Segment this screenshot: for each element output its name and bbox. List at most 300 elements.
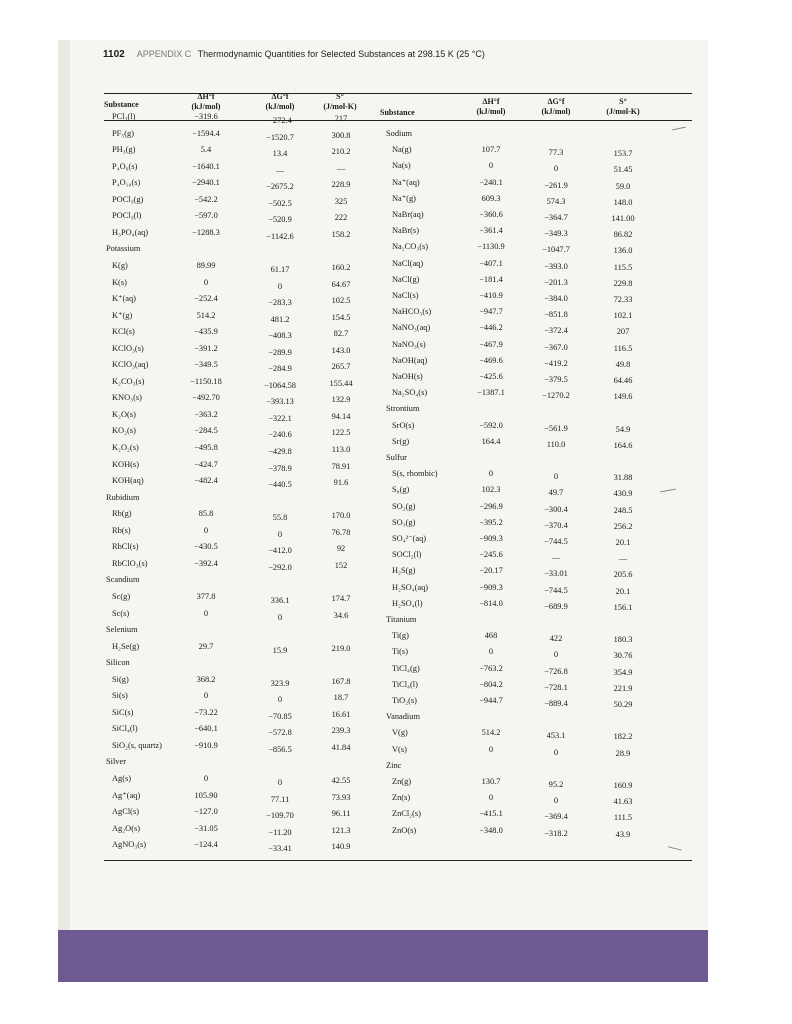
entropy-value: 121.3 [331, 825, 351, 835]
element-group-heading: Scandium [106, 575, 140, 585]
substance-name: NaBr(aq) [392, 210, 424, 219]
entropy-value: 430.9 [613, 489, 633, 499]
entropy-value: 54.9 [615, 424, 631, 434]
substance-name: SO₂(g) [392, 501, 416, 511]
enthalpy-value: −348.0 [479, 825, 503, 835]
enthalpy-value: −181.4 [479, 274, 503, 284]
enthalpy-value: −363.2 [194, 409, 218, 419]
entropy-value: 30.76 [613, 651, 633, 661]
substance-name: SOCl₂(l) [392, 550, 422, 560]
element-group-heading: Vanadium [386, 712, 420, 722]
entropy-value: 82.7 [333, 329, 349, 339]
substance-name: P₄O₆(s) [112, 161, 138, 171]
entropy-value: 64.67 [331, 279, 351, 289]
enthalpy-value: −284.5 [194, 426, 218, 436]
substance-name: Na(s) [392, 161, 411, 171]
gibbs-value: −240.6 [268, 430, 292, 440]
substance-name: Rb(g) [112, 509, 132, 519]
substance-name: KClO₃(aq) [112, 360, 149, 370]
col-dh-right: ΔH°f (kJ/mol) [476, 97, 506, 116]
element-group-heading: Titanium [386, 615, 417, 624]
substance-name: H₂Se(g) [112, 641, 140, 651]
col-dh-left: ΔH°f (kJ/mol) [191, 92, 221, 111]
entropy-value: 49.8 [615, 359, 631, 369]
substance-name: NaNO₃(aq) [392, 323, 431, 333]
entropy-value: 153.7 [613, 149, 633, 159]
gibbs-value: −378.9 [268, 463, 292, 473]
substance-name: RbClO₃(s) [112, 558, 148, 568]
enthalpy-value: 0 [488, 744, 494, 754]
gibbs-value: — [275, 165, 285, 175]
substance-name: SiC(s) [112, 707, 134, 717]
entropy-value: 115.5 [613, 262, 633, 272]
substance-name: H₃PO₄(aq) [112, 227, 149, 237]
entropy-value: 41.84 [331, 742, 351, 752]
enthalpy-value: 0 [203, 608, 209, 618]
enthalpy-value: −804.2 [479, 679, 503, 689]
substance-name: TiCl₄(l) [392, 679, 418, 689]
page-number: 1102 [103, 49, 125, 60]
substance-name: KCl(s) [112, 327, 135, 337]
gibbs-value: 0 [553, 472, 559, 482]
entropy-value: 96.11 [331, 809, 351, 819]
entropy-value: 160.2 [331, 262, 351, 272]
element-group-heading: Sodium [386, 129, 413, 138]
enthalpy-value: −909.3 [479, 534, 503, 543]
substance-name: H₂SO₄(l) [392, 598, 423, 608]
gibbs-value: −889.4 [544, 699, 568, 708]
substance-name: V(s) [392, 744, 407, 754]
enthalpy-value: −947.7 [479, 307, 503, 317]
gibbs-value: −369.4 [544, 812, 568, 822]
enthalpy-value: 85.8 [198, 509, 214, 519]
gibbs-value: 453.1 [546, 731, 566, 741]
enthalpy-value: −127.0 [194, 807, 218, 817]
gibbs-value: −364.7 [544, 213, 568, 222]
enthalpy-value: 0 [203, 774, 209, 783]
gibbs-value: — [551, 553, 561, 563]
substance-name: Sc(g) [112, 591, 131, 601]
gibbs-value: 77.11 [270, 794, 290, 804]
enthalpy-value: 0 [488, 469, 494, 479]
enthalpy-value: −407.1 [479, 258, 503, 268]
entropy-value: 76.78 [331, 527, 351, 537]
entropy-value: 228.9 [331, 180, 351, 190]
gibbs-value: 0 [553, 747, 559, 757]
enthalpy-value: 514.2 [481, 728, 501, 738]
gibbs-value: −11.20 [268, 827, 292, 837]
entropy-value: 182.2 [613, 732, 633, 742]
element-group-heading: Silicon [106, 658, 130, 668]
substance-name: NaHCO₃(s) [392, 307, 432, 317]
enthalpy-value: −909.3 [479, 582, 503, 592]
entropy-value: 132.9 [331, 395, 351, 405]
enthalpy-value: 0 [203, 277, 209, 287]
substance-name: AgNO₃(s) [112, 840, 147, 850]
enthalpy-value: −640.1 [194, 724, 218, 734]
entropy-value: 41.63 [613, 797, 633, 807]
entropy-value: 18.7 [333, 693, 349, 703]
substance-name: NaNO₃(s) [392, 339, 426, 349]
substance-name: KClO₃(s) [112, 343, 144, 353]
enthalpy-value: −495.8 [194, 443, 218, 452]
substance-name: ZnO(s) [392, 825, 417, 835]
entropy-value: 170.0 [331, 511, 351, 521]
gibbs-value: −33.01 [544, 569, 568, 579]
substance-name: S(s, rhombic) [392, 469, 438, 479]
entropy-value: 180.3 [613, 635, 633, 645]
enthalpy-value: −424.7 [194, 459, 218, 469]
gibbs-value: −689.9 [544, 601, 568, 611]
substance-name: H₂S(g) [392, 566, 416, 576]
enthalpy-value: −542.2 [194, 194, 218, 204]
enthalpy-value: −319.6 [194, 112, 218, 121]
gibbs-value: −851.8 [544, 310, 568, 320]
substance-name: Sr(g) [392, 436, 410, 446]
substance-name: KO₂(s) [112, 426, 136, 436]
enthalpy-value: −597.0 [194, 211, 218, 221]
entropy-value: 59.0 [615, 181, 631, 191]
substance-name: Na₂SO₄(s) [392, 388, 428, 398]
entropy-value: 64.46 [613, 376, 633, 385]
entropy-value: 141.00 [611, 214, 635, 223]
entropy-value: 205.6 [613, 570, 633, 580]
enthalpy-value: −1640.1 [192, 161, 220, 171]
gibbs-value: 0 [553, 796, 559, 806]
gibbs-value: −1064.58 [264, 380, 296, 390]
enthalpy-value: −592.0 [479, 420, 503, 430]
enthalpy-value: −944.7 [479, 696, 503, 705]
entropy-value: 34.6 [333, 610, 349, 620]
substance-name: KOH(s) [112, 459, 139, 469]
gibbs-value: −412.0 [268, 546, 292, 556]
gibbs-value: −318.2 [544, 828, 568, 838]
entropy-value: 136.0 [613, 246, 633, 256]
gibbs-value: 15.9 [272, 645, 288, 655]
gibbs-value: 0 [277, 612, 283, 622]
enthalpy-value: −435.9 [194, 327, 218, 337]
entropy-value: 221.9 [613, 683, 633, 693]
enthalpy-value: −296.9 [479, 501, 503, 511]
substance-name: KOH(aq) [112, 476, 144, 486]
gibbs-value: 336.1 [270, 595, 290, 605]
enthalpy-value: 164.4 [481, 436, 501, 446]
gibbs-value: 0 [553, 650, 559, 660]
entropy-value: 167.8 [331, 676, 351, 686]
substance-name: K⁺(g) [112, 310, 133, 320]
entropy-value: 20.1 [615, 538, 631, 547]
element-group-heading: Zinc [386, 760, 402, 770]
enthalpy-value: 0 [488, 161, 494, 171]
appendix-label: APPENDIX C [136, 49, 192, 59]
entropy-value: 116.5 [613, 343, 633, 353]
enthalpy-value: −20.17 [479, 566, 503, 576]
entropy-value: 111.5 [613, 813, 633, 823]
enthalpy-value: 29.7 [198, 641, 214, 651]
gibbs-value: −284.9 [268, 364, 292, 374]
enthalpy-value: −124.4 [194, 840, 218, 850]
enthalpy-value: −245.6 [479, 550, 503, 560]
entropy-value: 148.0 [613, 197, 633, 207]
gibbs-value: −292.0 [268, 562, 292, 572]
substance-name: PF₅(g) [112, 128, 135, 138]
gibbs-value: 110.0 [546, 439, 566, 449]
enthalpy-value: −1594.4 [192, 128, 220, 138]
element-group-heading: Rubidium [106, 492, 140, 502]
entropy-value: 207 [616, 327, 630, 337]
substance-name: NaBr(s) [392, 226, 419, 236]
enthalpy-value: −1288.3 [192, 227, 220, 237]
col-s-left: S° (J/mol-K) [323, 92, 357, 111]
enthalpy-value: −2940.1 [192, 178, 220, 188]
gibbs-value: −201.3 [544, 277, 568, 287]
entropy-value: 43.9 [615, 829, 631, 839]
gibbs-value: −744.5 [544, 537, 568, 546]
enthalpy-value: −391.2 [194, 343, 218, 353]
gibbs-value: −322.1 [268, 413, 292, 423]
enthalpy-value: −415.1 [479, 809, 503, 819]
substance-name: K(g) [112, 260, 128, 270]
substance-name: Na₂CO₃(s) [392, 242, 429, 252]
entropy-value: 256.2 [613, 521, 633, 531]
gibbs-value: −502.5 [268, 198, 292, 208]
substance-name: TiCl₄(g) [392, 663, 420, 673]
entropy-value: 91.6 [333, 478, 349, 488]
enthalpy-value: 0 [488, 793, 494, 803]
enthalpy-value: 107.7 [481, 145, 501, 155]
substance-name: NaCl(g) [392, 274, 420, 284]
gibbs-value: 574.3 [546, 196, 566, 206]
gibbs-value: −429.8 [268, 447, 292, 456]
substance-name: Si(s) [112, 691, 128, 701]
element-group-heading: Strontium [386, 404, 420, 414]
enthalpy-value: −361.4 [479, 226, 503, 236]
entropy-value: 113.0 [331, 445, 351, 454]
gibbs-value: 13.4 [272, 149, 288, 159]
gibbs-value: 0 [553, 164, 559, 174]
enthalpy-value: −469.6 [479, 355, 503, 365]
enthalpy-value: −446.2 [479, 323, 503, 333]
entropy-value: 219.0 [331, 643, 351, 653]
substance-name: AgCl(s) [112, 807, 139, 817]
enthalpy-value: −763.2 [479, 663, 503, 673]
entropy-value: 155.44 [329, 378, 353, 388]
gibbs-value: −1520.7 [266, 132, 294, 142]
entropy-value: 51.45 [613, 165, 633, 175]
entropy-value: 140.9 [331, 842, 351, 852]
entropy-value: 149.6 [613, 392, 633, 402]
entropy-value: 102.1 [613, 311, 633, 321]
enthalpy-value: −492.70 [192, 393, 220, 403]
enthalpy-value: 102.3 [481, 485, 501, 495]
gibbs-value: 323.9 [270, 678, 290, 688]
substance-name: NaOH(s) [392, 372, 423, 381]
substance-name: NaOH(aq) [392, 355, 428, 365]
enthalpy-value: 105.90 [194, 790, 218, 800]
entropy-value: 154.5 [331, 312, 351, 322]
gibbs-value: −370.4 [544, 520, 568, 530]
gibbs-value: −272.4 [268, 116, 292, 125]
gibbs-value: −440.5 [268, 480, 292, 490]
gibbs-value: −419.2 [544, 358, 568, 368]
substance-name: Na⁺(aq) [392, 177, 420, 187]
substance-name: Ag(s) [112, 774, 132, 783]
enthalpy-value: −360.6 [479, 210, 503, 219]
gibbs-value: −408.3 [268, 331, 292, 341]
entropy-value: 102.5 [331, 296, 351, 306]
enthalpy-value: −910.9 [194, 740, 218, 750]
entropy-value: 265.7 [331, 362, 351, 372]
gibbs-value: −728.1 [544, 682, 568, 692]
substance-name: NaCl(aq) [392, 258, 424, 268]
entropy-value: — [618, 554, 628, 564]
substance-name: Rb(s) [112, 525, 131, 535]
enthalpy-value: −349.5 [194, 360, 218, 370]
gibbs-value: −726.8 [544, 666, 568, 676]
substance-name: S₈(g) [392, 485, 410, 495]
substance-name: K(s) [112, 277, 127, 287]
substance-name: Sc(s) [112, 608, 130, 618]
entropy-value: 78.91 [331, 461, 351, 471]
entropy-value: 31.88 [613, 473, 633, 483]
substance-name: Na⁺(g) [392, 193, 416, 203]
enthalpy-value: 89.99 [196, 260, 216, 270]
gibbs-value: −349.3 [544, 229, 568, 239]
substance-name: POCl₃(l) [112, 211, 142, 221]
gibbs-value: 422 [549, 634, 563, 644]
substance-name: SO₄²⁻(aq) [392, 534, 427, 543]
bottom-surface [58, 930, 708, 982]
entropy-value: 174.7 [331, 593, 351, 603]
gibbs-value: 481.2 [270, 314, 290, 324]
col-dg-left: ΔG°f (kJ/mol) [265, 92, 295, 111]
enthalpy-value: −392.4 [194, 558, 218, 568]
col-substance-right: Substance [380, 108, 415, 117]
substance-name: Ti(g) [392, 631, 409, 641]
gibbs-value: 77.3 [548, 148, 564, 158]
gibbs-value: 0 [277, 529, 283, 539]
substance-name: H₂SO₄(aq) [392, 582, 429, 592]
substance-name: PCl₃(l) [112, 112, 136, 121]
page-title: Thermodynamic Quantities for Selected Substances at 298.15 K (25 °C) [197, 49, 485, 59]
substance-name: PH₃(g) [112, 145, 136, 155]
substance-name: TiO₂(s) [392, 696, 417, 705]
substance-name: ZnCl₂(s) [392, 809, 421, 819]
col-dg-right: ΔG°f (kJ/mol) [541, 97, 571, 116]
substance-name: RbCl(s) [112, 542, 139, 552]
enthalpy-value: 0 [203, 691, 209, 701]
gibbs-value: −300.4 [544, 504, 568, 514]
gibbs-value: −856.5 [268, 744, 292, 754]
enthalpy-value: −814.0 [479, 598, 503, 608]
gibbs-value: 0 [277, 695, 283, 705]
entropy-value: 217 [334, 114, 348, 123]
gibbs-value: 49.7 [548, 488, 564, 498]
enthalpy-value: −240.1 [479, 177, 503, 187]
col-substance-left: Substance [104, 100, 139, 109]
substance-name: Ag⁺(aq) [112, 790, 141, 800]
entropy-value: 28.9 [615, 748, 631, 758]
enthalpy-value: −1150.18 [190, 376, 222, 386]
entropy-value: 156.1 [613, 602, 633, 612]
entropy-value: 94.14 [331, 411, 351, 421]
element-group-heading: Potassium [106, 244, 141, 254]
gibbs-value: −367.0 [544, 342, 568, 352]
entropy-value: 50.29 [613, 700, 633, 709]
substance-name: SrO(s) [392, 420, 415, 430]
gibbs-value: −379.5 [544, 375, 568, 384]
enthalpy-value: 0 [488, 647, 494, 657]
gibbs-value: −561.9 [544, 423, 568, 433]
substance-name: Na(g) [392, 145, 412, 155]
substance-name: Ti(s) [392, 647, 408, 657]
substance-name: Ag₂O(s) [112, 823, 141, 833]
substance-name: P₄O₁₀(s) [112, 178, 141, 188]
substance-name: Zn(s) [392, 793, 411, 803]
entropy-value: — [336, 163, 346, 173]
entropy-value: 20.1 [615, 586, 631, 596]
substance-name: POCl₃(g) [112, 194, 144, 204]
col-s-right: S° (J/mol-K) [606, 97, 640, 116]
enthalpy-value: 130.7 [481, 777, 501, 786]
entropy-value: 248.5 [613, 505, 633, 515]
substance-name: K₂CO₃(s) [112, 376, 145, 386]
enthalpy-value: −73.22 [194, 707, 218, 717]
entropy-value: 229.8 [613, 278, 633, 288]
gibbs-value: −393.0 [544, 261, 568, 271]
enthalpy-value: −395.2 [479, 517, 503, 527]
entropy-value: 16.61 [331, 709, 351, 719]
entropy-value: 164.6 [613, 440, 633, 450]
element-group-heading: Silver [106, 757, 127, 767]
enthalpy-value: 468 [484, 631, 498, 641]
enthalpy-value: 609.3 [481, 193, 501, 203]
gibbs-value: −70.85 [268, 711, 292, 721]
page-header [103, 49, 485, 60]
gibbs-value: −384.0 [544, 294, 568, 303]
entropy-value: 354.9 [613, 667, 633, 677]
gibbs-value: −393.13 [266, 397, 294, 407]
entropy-value: 222 [334, 213, 348, 223]
enthalpy-value: −1387.1 [477, 388, 505, 398]
gibbs-value: −289.9 [268, 347, 292, 357]
gibbs-value: −744.5 [544, 585, 568, 595]
gibbs-value: −520.9 [268, 215, 292, 225]
gibbs-value: 0 [277, 778, 283, 787]
enthalpy-value: 514.2 [196, 310, 216, 320]
gibbs-value: −372.4 [544, 326, 568, 336]
gibbs-value: −572.8 [268, 728, 292, 738]
enthalpy-value: −482.4 [194, 476, 218, 486]
entropy-value: 239.3 [331, 726, 351, 736]
substance-name: SiO₂(s, quartz) [112, 740, 162, 750]
gibbs-value: −283.3 [268, 298, 292, 308]
substance-name: SO₃(g) [392, 517, 416, 527]
entropy-value: 158.2 [331, 229, 351, 239]
enthalpy-value: 377.8 [196, 591, 216, 601]
enthalpy-value: 5.4 [200, 145, 212, 155]
entropy-value: 122.5 [331, 428, 351, 438]
substance-name: K₂O₂(s) [112, 443, 139, 452]
entropy-value: 143.0 [331, 345, 351, 355]
enthalpy-value: −425.6 [479, 372, 503, 381]
entropy-value: 42.55 [331, 776, 351, 785]
gibbs-value: −1142.6 [266, 231, 294, 241]
substance-name: K₂O(s) [112, 409, 136, 419]
entropy-value: 160.9 [613, 781, 633, 790]
element-group-heading: Selenium [106, 625, 138, 635]
substance-name: K⁺(aq) [112, 294, 136, 304]
